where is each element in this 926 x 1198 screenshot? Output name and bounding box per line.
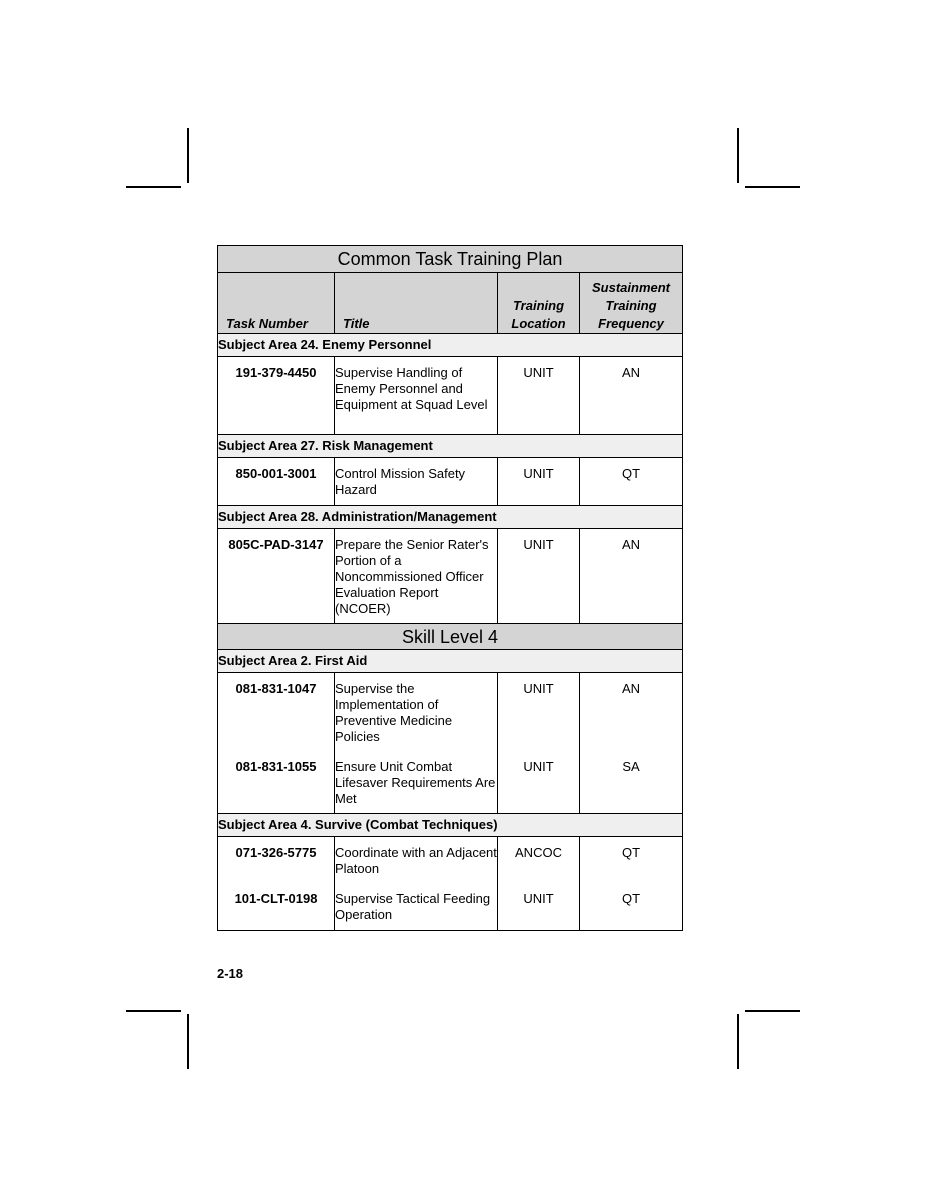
header-task-number: Task Number	[218, 273, 335, 334]
task-frequency: AN	[621, 681, 641, 696]
subject-heading: Subject Area 24. Enemy Personnel	[218, 334, 683, 357]
subject-heading: Subject Area 4. Survive (Combat Techniques)	[218, 814, 683, 837]
task-number: 850-001-3001	[235, 466, 317, 481]
crop-mark-bottom-right-horizontal	[745, 1010, 800, 1012]
table-row	[218, 673, 683, 814]
subject-row	[218, 435, 683, 458]
task-title: Supervise Tactical Feeding Operation	[335, 891, 491, 922]
subject-row	[218, 506, 683, 529]
table-row	[218, 837, 683, 931]
task-title: Supervise Handling of Enemy Personnel and Equipment at Squad Level	[335, 365, 488, 412]
subject-row	[218, 650, 683, 673]
skill-level-heading: Skill Level 4	[218, 624, 683, 650]
crop-mark-bottom-left-horizontal	[126, 1010, 181, 1012]
table-row	[218, 529, 683, 624]
task-number: 191-379-4450	[235, 365, 317, 380]
task-title: Control Mission Safety Hazard	[335, 466, 466, 497]
task-number: 071-326-5775	[235, 845, 317, 860]
task-frequency: QT	[621, 891, 641, 906]
column-header-row	[218, 273, 683, 334]
header-training-location: Training Location	[498, 273, 580, 334]
crop-mark-top-left-vertical	[187, 128, 189, 183]
table-row	[218, 357, 683, 435]
header-title: Title	[335, 273, 498, 334]
subject-row	[218, 334, 683, 357]
table-title: Common Task Training Plan	[218, 246, 683, 273]
task-frequency: AN	[621, 365, 641, 380]
task-number: 081-831-1047	[235, 681, 317, 696]
subject-heading: Subject Area 27. Risk Management	[218, 435, 683, 458]
subject-heading: Subject Area 2. First Aid	[218, 650, 683, 673]
crop-mark-bottom-right-vertical	[737, 1014, 739, 1069]
page-number: 2-18	[217, 966, 244, 981]
crop-mark-bottom-left-vertical	[187, 1014, 189, 1069]
task-number: 101-CLT-0198	[234, 891, 318, 906]
crop-mark-top-right-horizontal	[745, 186, 800, 188]
table-row	[218, 458, 683, 506]
task-title: Coordinate with an Adjacent Platoon	[335, 845, 497, 876]
task-location: UNIT	[523, 891, 554, 906]
task-location: UNIT	[523, 466, 554, 481]
skill-level-row	[218, 624, 683, 650]
training-plan-table	[217, 245, 683, 931]
crop-mark-top-right-vertical	[737, 128, 739, 183]
task-location: UNIT	[523, 537, 554, 552]
task-frequency: AN	[621, 537, 641, 552]
task-location: UNIT	[523, 365, 554, 380]
task-frequency: QT	[621, 845, 641, 860]
table-title-row	[218, 246, 683, 273]
subject-heading: Subject Area 28. Administration/Management	[218, 506, 683, 529]
task-number: 081-831-1055	[235, 759, 317, 774]
subject-row	[218, 814, 683, 837]
task-location: ANCOC	[515, 845, 562, 860]
task-location: UNIT	[523, 681, 554, 696]
header-sustainment-frequency: Sustainment Training Frequency	[580, 273, 683, 334]
task-title: Prepare the Senior Rater's Portion of a Noncommissioned Officer Evaluation Report (NCOER)	[335, 537, 489, 616]
crop-mark-top-left-horizontal	[126, 186, 181, 188]
task-location: UNIT	[523, 759, 554, 774]
task-number: 805C-PAD-3147	[228, 537, 324, 552]
task-title: Supervise the Implementation of Preventive Medicine Policies	[335, 681, 453, 744]
task-title: Ensure Unit Combat Lifesaver Requirements Are Met	[335, 759, 496, 806]
task-frequency: QT	[621, 466, 641, 481]
task-frequency: SA	[622, 759, 640, 774]
